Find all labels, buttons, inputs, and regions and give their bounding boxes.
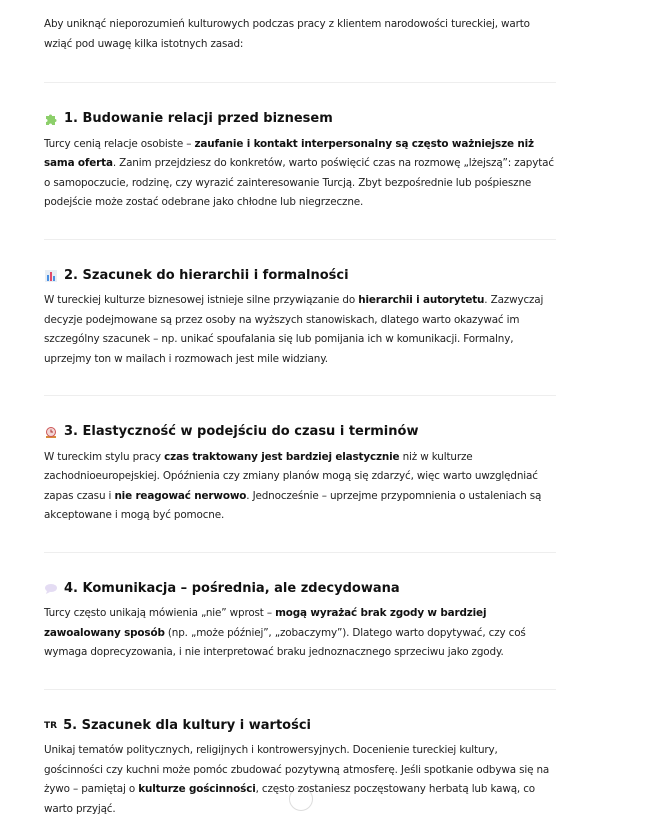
divider <box>44 552 556 553</box>
bold-text: nie reagować nerwowo <box>114 490 246 502</box>
section-title: 5. Szacunek dla kultury i wartości <box>63 716 311 736</box>
text: W tureckim stylu pracy <box>44 451 164 463</box>
section-heading <box>44 716 556 736</box>
divider <box>44 689 556 690</box>
section-2 <box>44 239 556 370</box>
text: niż w kulturze zachodnioeuropejskiej. Opóźnienia czy zmiany planów mogą się zdarzyć, więc warto uwzględniać zapas czasu i <box>44 451 538 502</box>
text: (np. „może później”, „zobaczymy”). Dlatego warto dopytywać, czy coś wymaga doprecyzowania, i nie interpretować braku jednoznacznego sprzeciwu jako zgody. <box>44 627 526 659</box>
text: . Jednocześnie – uprzejme przypomnienia o ustaleniach są akceptowane i mogą być pomocne. <box>44 490 541 522</box>
section-title: 4. Komunikacja – pośrednia, ale zdecydowana <box>64 579 400 599</box>
bold-text: czas traktowany jest bardziej elastycznie <box>164 451 399 463</box>
section-heading <box>44 422 556 442</box>
bold-text: zaufanie i kontakt interpersonalny są często ważniejsze niż sama oferta <box>44 138 534 170</box>
section-body <box>44 135 556 213</box>
divider <box>44 82 556 83</box>
section-title: 3. Elastyczność w podejściu do czasu i terminów <box>64 422 418 442</box>
article <box>44 15 556 819</box>
section-4 <box>44 552 556 663</box>
text: Unikaj tematów politycznych, religijnych i kontrowersyjnych. Docenienie tureckiej kultury, gościnności czy kuchni może pomóc zbudować pozytywną atmosferę. Jeśli spotkanie odbywa się na żywo – pamiętaj o <box>44 744 549 795</box>
bold-text: hierarchii i autorytetu <box>358 294 484 306</box>
bar-chart-icon <box>44 269 58 283</box>
section-title: 1. Budowanie relacji przed biznesem <box>64 109 333 129</box>
bold-text: mogą wyrażać brak zgody w bardziej zawoalowany sposób <box>44 607 486 639</box>
section-1 <box>44 82 556 213</box>
section-heading <box>44 266 556 286</box>
section-5 <box>44 689 556 819</box>
intro-paragraph: Aby uniknąć nieporozumień kulturowych podczas pracy z klientem narodowości tureckiej, warto wziąć pod uwagę kilka istotnych zasad: <box>44 15 556 54</box>
alarm-clock-icon <box>44 425 58 439</box>
section-heading <box>44 109 556 129</box>
section-body <box>44 604 556 663</box>
puzzle-icon <box>44 112 58 126</box>
sections <box>44 82 556 819</box>
section-3 <box>44 395 556 526</box>
divider <box>44 239 556 240</box>
section-heading <box>44 579 556 599</box>
section-body <box>44 291 556 369</box>
section-body <box>44 448 556 526</box>
section-body <box>44 741 556 819</box>
text: Turcy cenią relacje osobiste – <box>44 138 194 150</box>
text: , często zostaniesz poczęstowany herbatą lub kawą, co warto przyjąć. <box>44 783 535 815</box>
divider <box>44 395 556 396</box>
bold-text: kulturze gościnności <box>138 783 255 795</box>
turkey-flag-icon: TR <box>44 719 57 733</box>
text: Turcy często unikają mówienia „nie” wprost – <box>44 607 275 619</box>
text: . Zanim przejdziesz do konkretów, warto poświęcić czas na rozmowę „lżejszą”: zapytać o samopoczucie, rodzinę, czy wyrazić zainteresowanie Turcją. Zbyt bezpośrednie lub pośpieszne podejście może zostać odebrane jako chłodne lub niegrzeczne. <box>44 157 554 208</box>
speech-bubble-icon <box>44 582 58 596</box>
text: . Zazwyczaj decyzje podejmowane są przez osoby na wyższych stanowiskach, dlatego warto okazywać im szczególny szacunek – np. unikać spoufalania się lub pomijania ich w komunikacji. Formalny, uprzejmy ton w mailach i rozmowach jest mile widziany. <box>44 294 543 365</box>
text: W tureckiej kulturze biznesowej istnieje silne przywiązanie do <box>44 294 358 306</box>
section-title: 2. Szacunek do hierarchii i formalności <box>64 266 349 286</box>
